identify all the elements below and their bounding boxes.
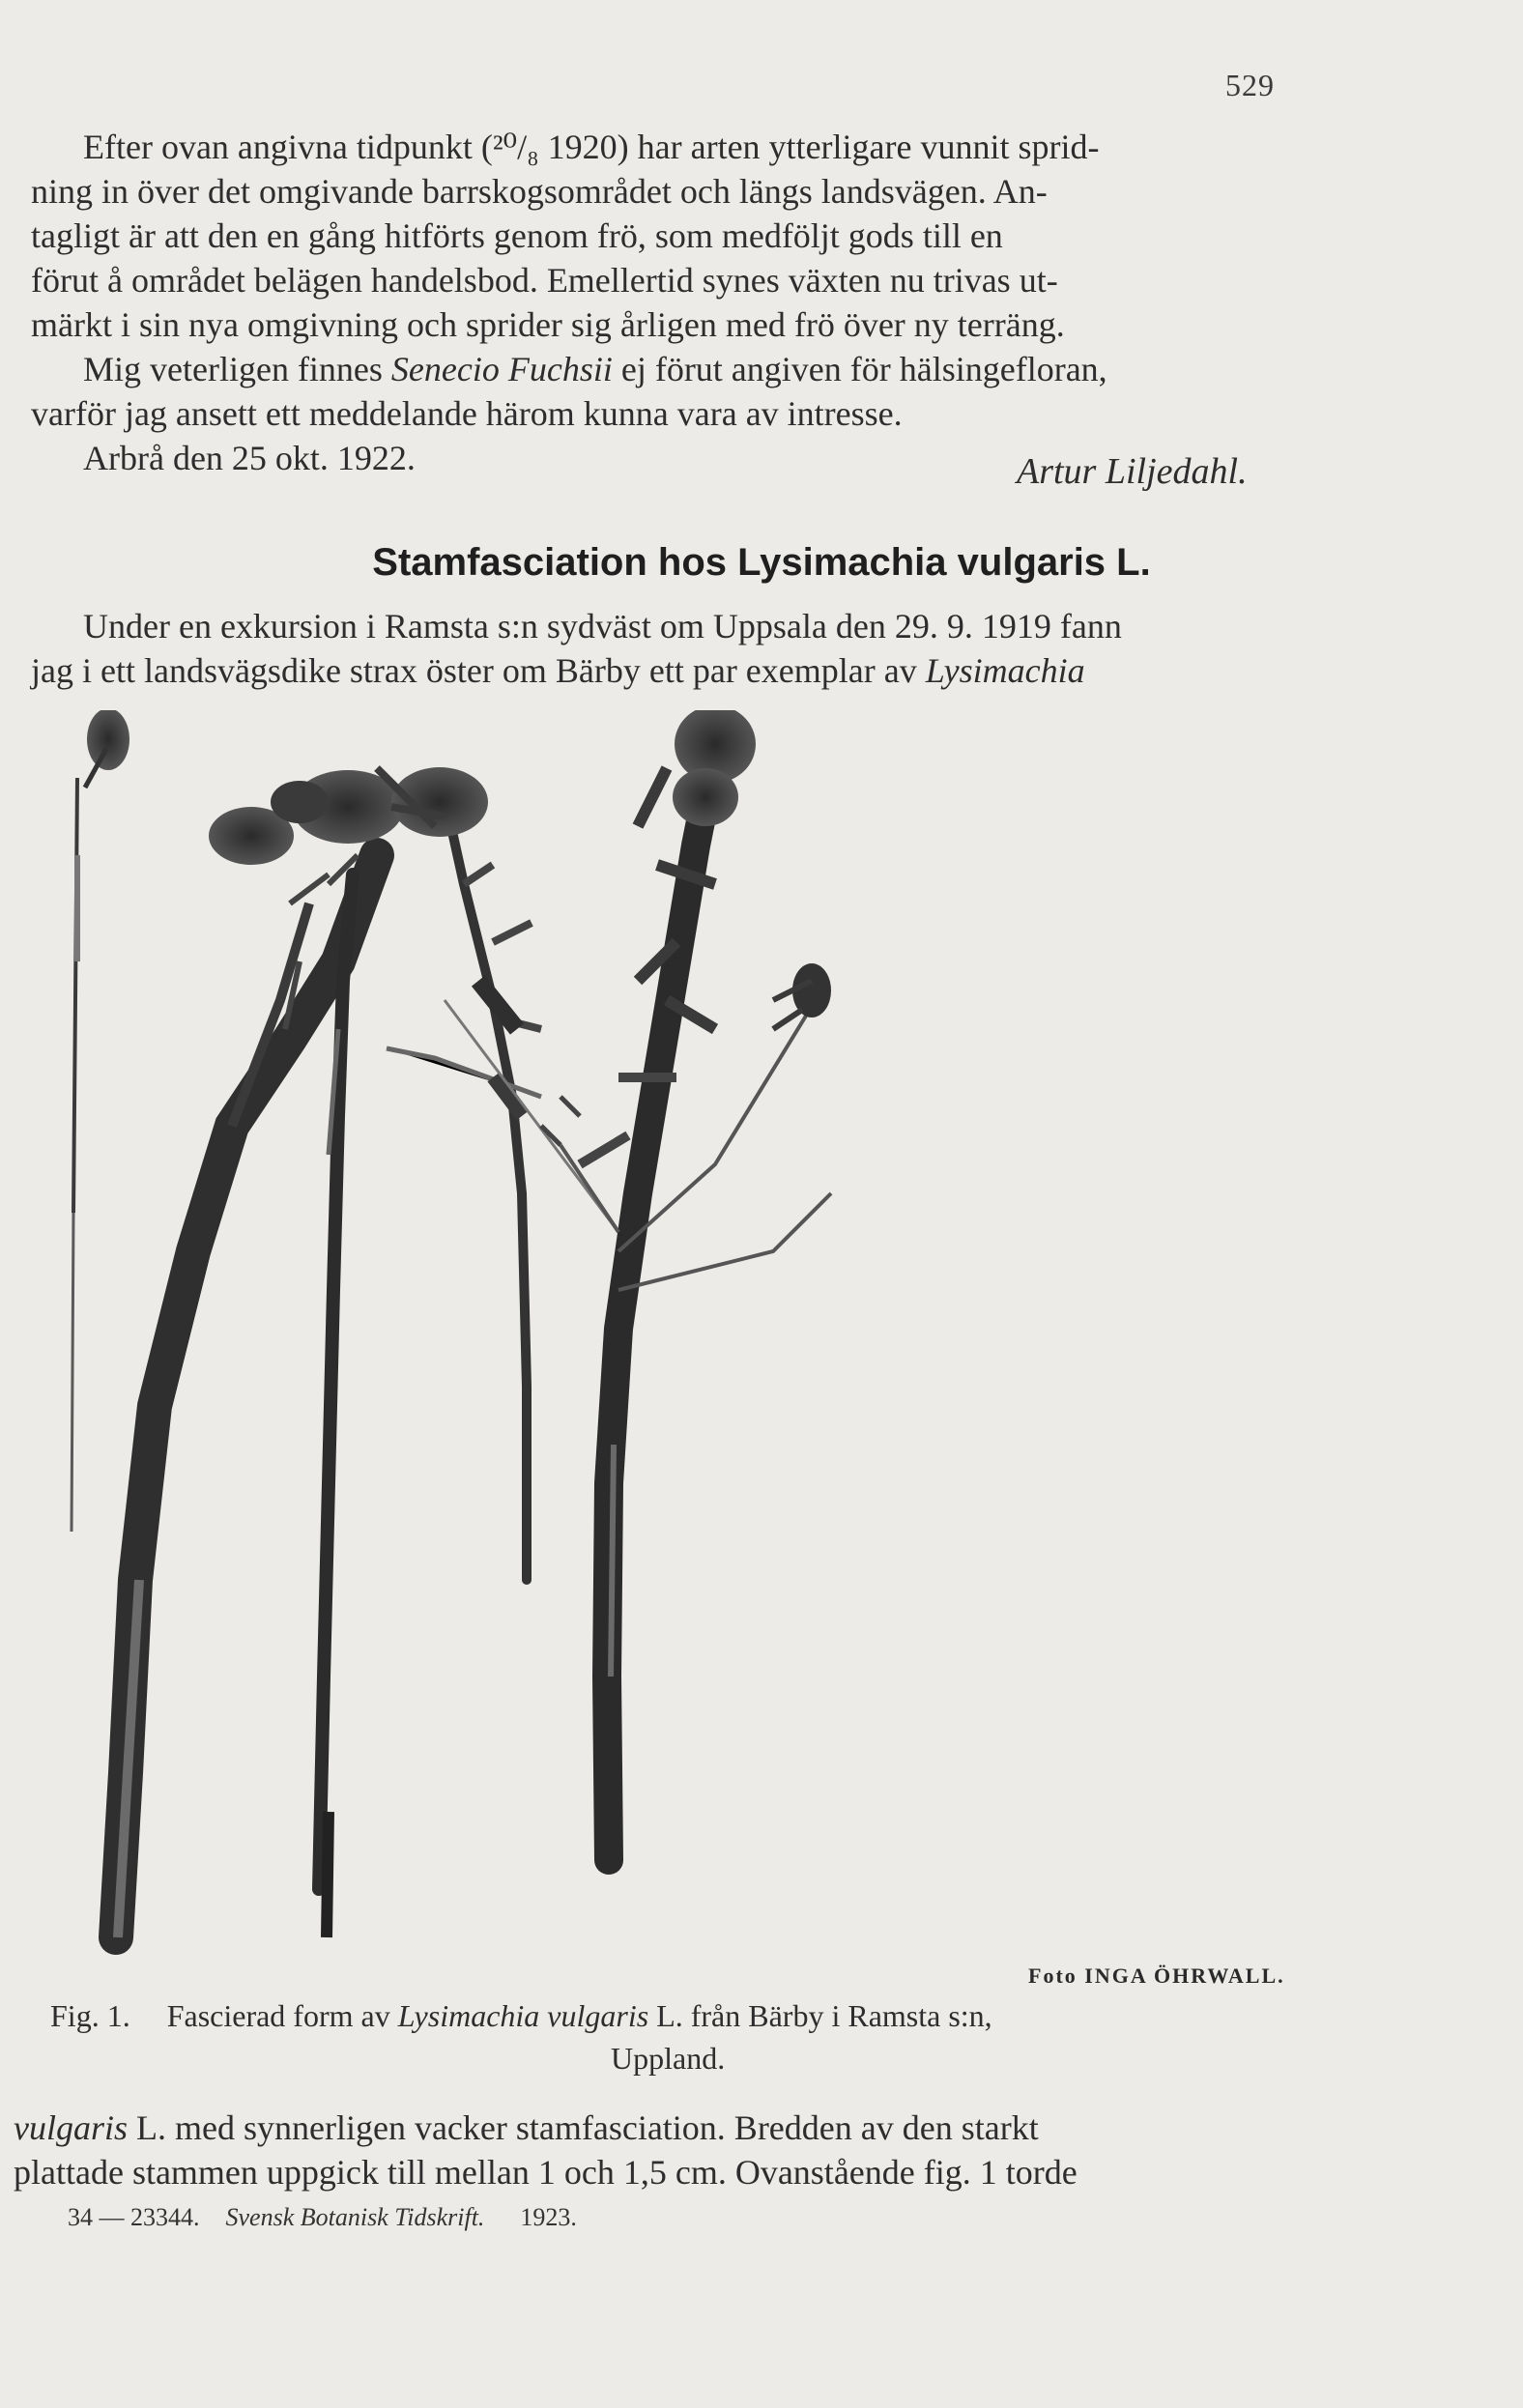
caption-line-2: Uppland. bbox=[611, 2041, 726, 2076]
text-span: Mig veterligen finnes bbox=[83, 350, 391, 388]
text-line bbox=[14, 2107, 1039, 2149]
text-line bbox=[83, 348, 1107, 390]
text-span: jag i ett landsvägsdike strax öster om Bärby ett par exemplar av bbox=[31, 651, 926, 690]
caption-text: Fascierad form av bbox=[166, 1998, 398, 2033]
page-footer bbox=[68, 2203, 577, 2232]
specimen-4 bbox=[377, 767, 541, 1580]
specimen-2 bbox=[116, 770, 404, 1937]
plant-photograph bbox=[39, 710, 1324, 1957]
section-title: Stamfasciation hos Lysimachia vulgaris L. bbox=[372, 541, 1151, 584]
species-name: Senecio Fuchsii bbox=[390, 350, 613, 388]
caption-species: Lysimachia vulgaris bbox=[397, 1998, 649, 2033]
caption-label: Fig. 1. bbox=[50, 1998, 130, 2033]
text-line: plattade stammen uppgick till mellan 1 och 1,5 cm. Ovanstående fig. 1 torde bbox=[14, 2153, 1078, 2192]
text-span: ej förut angiven för hälsingefloran, bbox=[612, 350, 1107, 388]
text-line: ning in över det omgivande barrskogsområdet och längs landsvägen. An- bbox=[31, 172, 1048, 211]
figure-caption bbox=[50, 1994, 1307, 2079]
specimen-5 bbox=[445, 710, 831, 1860]
species-epithet: vulgaris bbox=[14, 2108, 129, 2147]
place-date: Arbrå den 25 okt. 1922. bbox=[83, 439, 416, 477]
text-line bbox=[31, 649, 1085, 692]
genus-name: Lysimachia bbox=[925, 651, 1085, 690]
printer-signature: 34 — 23344. bbox=[68, 2203, 200, 2231]
journal-year: 1923. bbox=[520, 2203, 577, 2231]
journal-name: Svensk Botanisk Tidskrift. bbox=[225, 2203, 485, 2231]
text-line: tagligt är att den en gång hitförts genom frö, som medföljt gods till en bbox=[31, 216, 1003, 255]
caption-text: L. från Bärby i Ramsta s:n, bbox=[648, 1998, 992, 2033]
text-line: märkt i sin nya omgivning och sprider sig årligen med frö över ny terräng. bbox=[31, 305, 1065, 344]
plant-illustration bbox=[39, 710, 1324, 1957]
text-line: förut å området belägen handelsbod. Emellertid synes växten nu trivas ut- bbox=[31, 261, 1058, 300]
text-line: Efter ovan angivna tidpunkt (²⁰/₈ 1920) har arten ytterligare vunnit sprid- bbox=[83, 128, 1100, 166]
text-span: L. med synnerligen vacker stamfasciation. Bredden av den starkt bbox=[128, 2108, 1039, 2147]
page-number: 529 bbox=[1225, 68, 1275, 102]
text-line: varför jag ansett ett meddelande härom kunna vara av intresse. bbox=[31, 394, 903, 433]
author-signature: Artur Liljedahl. bbox=[1017, 451, 1248, 492]
specimen-3 bbox=[319, 874, 353, 1937]
photo-credit: Foto INGA ÖHRWALL. bbox=[1028, 1964, 1285, 1988]
text-line: Under en exkursion i Ramsta s:n sydväst om Uppsala den 29. 9. 1919 fann bbox=[83, 607, 1122, 645]
specimen-1 bbox=[72, 710, 129, 1532]
